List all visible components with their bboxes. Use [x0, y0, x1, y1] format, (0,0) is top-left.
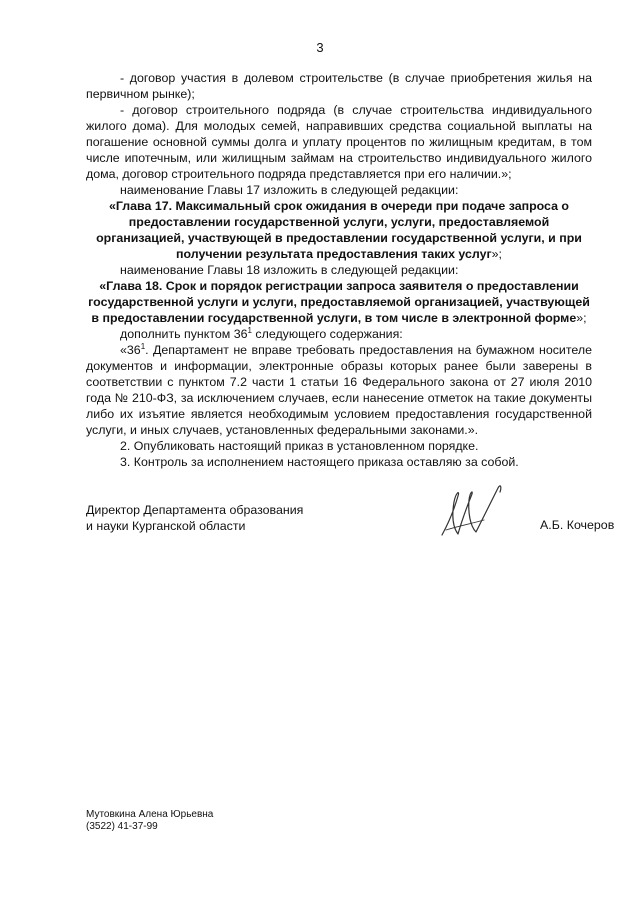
paragraph-contract-shared: - договор участия в долевом строительстве (в случае приобретения жилья на первичном рынке); — [86, 71, 592, 101]
point-post: . Департамент не вправе требовать предоставления на бумажном носителе документов и информации, электронные образы которых ранее были заверены в соответствии с пунктом 7.2 части 1 статьи 16 Федерального закона от 27 июля 2010 года № 210-ФЗ, за исключением случаев, если нанесение отметок на такие документы либо их изъятие является необходимым условием предоставления государственной услуги, и иных случаев, установленных федеральными законами.». — [86, 343, 592, 437]
executor-info — [86, 809, 213, 833]
paragraph-add-point — [86, 326, 592, 342]
signer-position-line1: Директор Департамента образования — [86, 503, 304, 517]
paragraph-control: 3. Контроль за исполнением настоящего приказа оставляю за собой. — [120, 455, 519, 469]
paragraph-contract-construction: - договор строительного подряда (в случае строительства индивидуального жилого дома). Для молодых семей, направивших средства социальной выплаты на погашение основной суммы долга и уплату процентов по жилищным кредитам, в том числе ипотечным, или жилищным займам на строительство индивидуального жилого дома, договор строительного подряда представляется при его наличии.»; — [86, 103, 592, 181]
chapter18-title — [86, 278, 592, 326]
point-pre: «36 — [120, 343, 141, 357]
signer-name: А.Б. Кочеров — [540, 518, 615, 532]
signer-position-line2: и науки Курганской области — [86, 519, 246, 533]
add-point-post: следующего содержания: — [251, 327, 403, 341]
chapter18-title-text: «Глава 18. Срок и порядок регистрации запроса заявителя о предоставлении государственной услуги и услуги, предоставляемой организацией, участвующей в предоставлении государственной услуги, в том числе в электронной форме — [88, 279, 590, 325]
paragraph-point-36-1 — [86, 342, 592, 438]
executor-phone: (3522) 41-37-99 — [86, 821, 158, 832]
document-body — [86, 70, 592, 470]
chapter18-title-tail: »; — [576, 311, 587, 325]
paragraph-chapter17-intro: наименование Главы 17 изложить в следующей редакции: — [120, 183, 459, 197]
add-point-sup: 1 — [247, 325, 252, 335]
handwritten-signature-icon — [438, 480, 508, 540]
add-point-pre: дополнить пунктом 36 — [120, 327, 248, 341]
paragraph-publish: 2. Опубликовать настоящий приказ в установленном порядке. — [120, 439, 479, 453]
paragraph-chapter18-intro: наименование Главы 18 изложить в следующей редакции: — [120, 263, 459, 277]
point-sup: 1 — [140, 341, 146, 351]
chapter17-title-text: «Глава 17. Максимальный срок ожидания в очереди при подаче запроса о предоставлении государственной услуги, услуги, предоставляемой организацией, участвующей в предоставлении государственной услуги, и при получении результата предоставления таких услуг — [96, 199, 582, 261]
chapter17-title-tail: »; — [491, 247, 502, 261]
page-number: 3 — [316, 40, 324, 55]
signer-position — [86, 502, 303, 534]
chapter17-title — [86, 198, 592, 262]
executor-name: Мутовкина Алена Юрьевна — [86, 809, 214, 820]
